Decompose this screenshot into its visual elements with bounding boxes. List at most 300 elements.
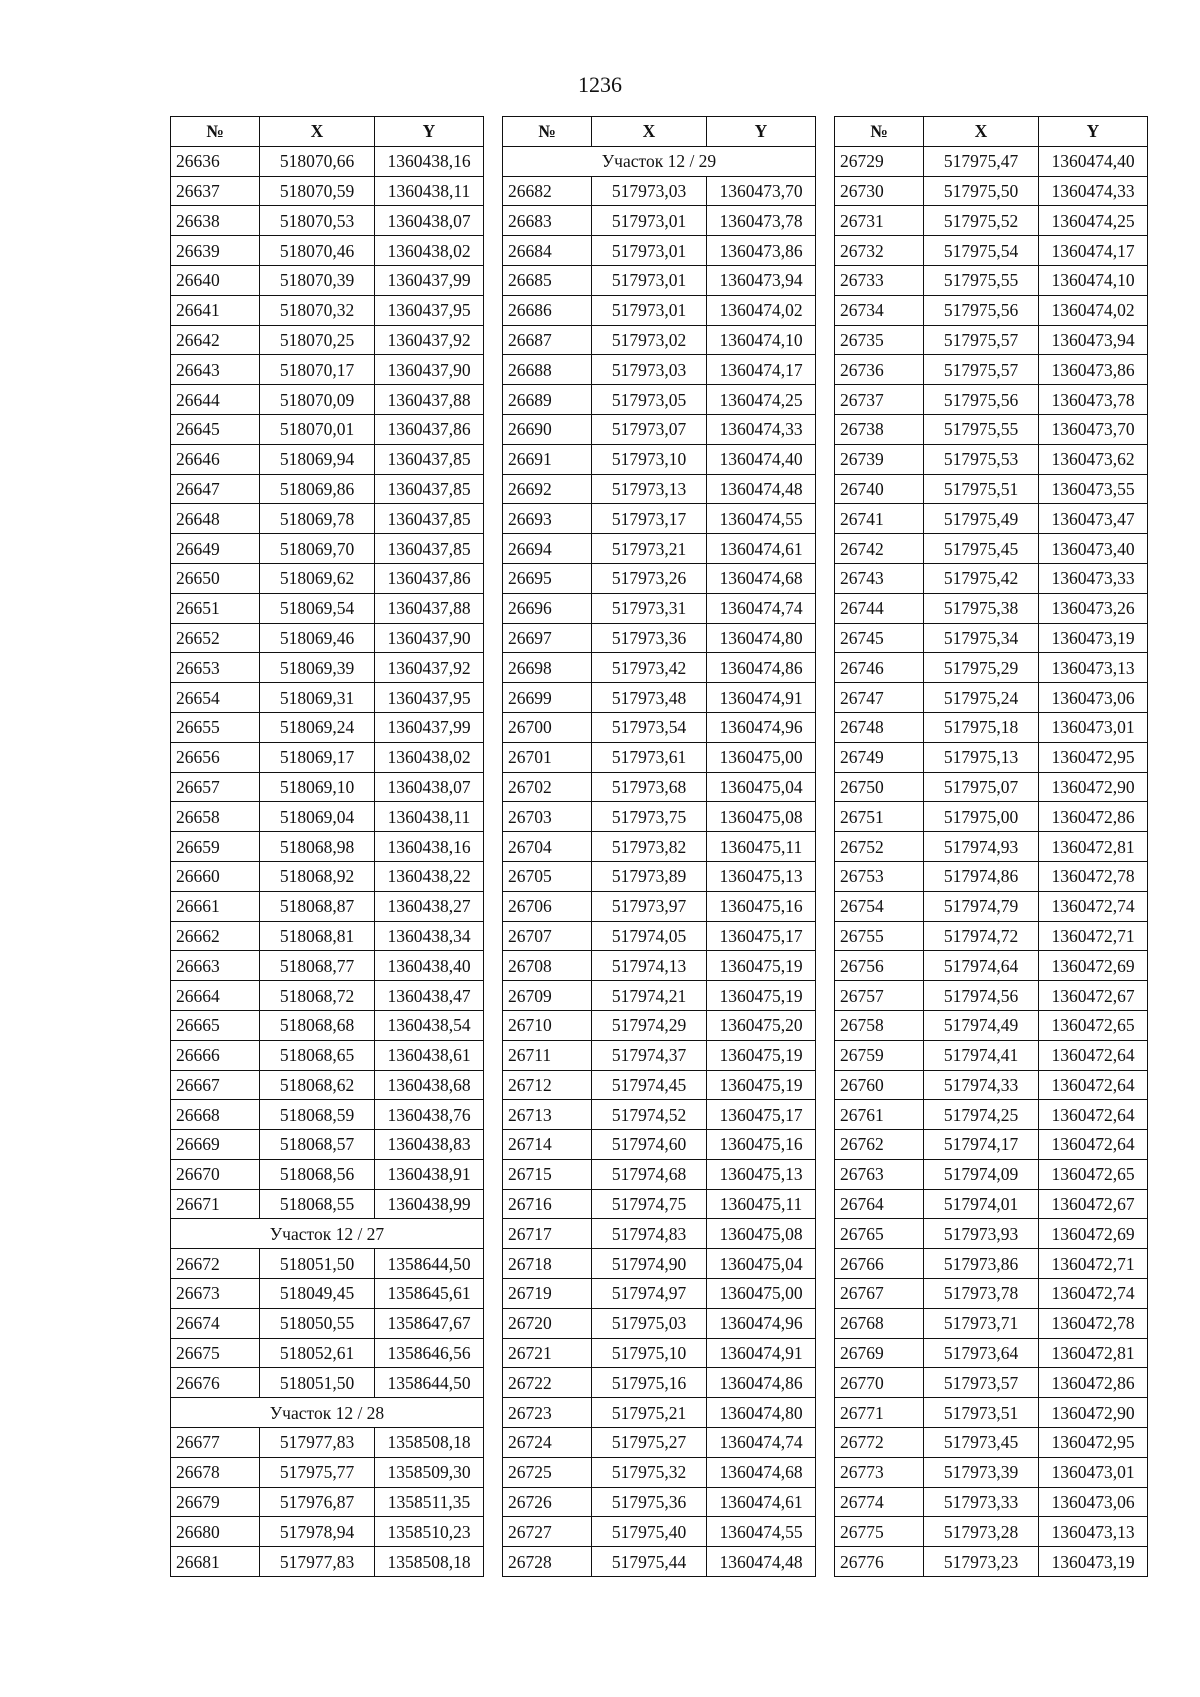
y-coordinate-cell: 1360472,64 — [1039, 1130, 1148, 1160]
x-coordinate-cell: 517973,61 — [592, 742, 707, 772]
point-number-cell: 26767 — [835, 1279, 924, 1309]
point-number-cell: 26701 — [503, 742, 592, 772]
table-row — [835, 1338, 1148, 1368]
table-row — [835, 981, 1148, 1011]
y-coordinate-cell: 1360474,25 — [1039, 206, 1148, 236]
x-coordinate-cell: 517973,97 — [592, 891, 707, 921]
table-row — [171, 1010, 484, 1040]
x-coordinate-cell: 517974,09 — [924, 1159, 1039, 1189]
point-number-cell: 26747 — [835, 683, 924, 713]
point-number-cell: 26698 — [503, 653, 592, 683]
point-number-cell: 26743 — [835, 563, 924, 593]
y-coordinate-cell: 1360475,11 — [707, 832, 816, 862]
coordinates-table-3 — [834, 116, 1148, 1577]
y-coordinate-cell: 1360474,10 — [707, 325, 816, 355]
point-number-cell: 26664 — [171, 981, 260, 1011]
header-y: Y — [707, 117, 816, 147]
table-row — [503, 712, 816, 742]
point-number-cell: 26718 — [503, 1249, 592, 1279]
y-coordinate-cell: 1360437,86 — [375, 414, 484, 444]
x-coordinate-cell: 517978,94 — [260, 1517, 375, 1547]
point-number-cell: 26647 — [171, 474, 260, 504]
point-number-cell: 26672 — [171, 1249, 260, 1279]
point-number-cell: 26699 — [503, 683, 592, 713]
y-coordinate-cell: 1360473,86 — [707, 236, 816, 266]
point-number-cell: 26774 — [835, 1487, 924, 1517]
table-row — [835, 414, 1148, 444]
point-number-cell: 26713 — [503, 1100, 592, 1130]
y-coordinate-cell: 1360474,91 — [707, 1338, 816, 1368]
y-coordinate-cell: 1360474,02 — [707, 295, 816, 325]
point-number-cell: 26729 — [835, 146, 924, 176]
table-row — [835, 236, 1148, 266]
y-coordinate-cell: 1360474,74 — [707, 1428, 816, 1458]
y-coordinate-cell: 1360438,11 — [375, 802, 484, 832]
point-number-cell: 26708 — [503, 951, 592, 981]
x-coordinate-cell: 517973,13 — [592, 474, 707, 504]
x-coordinate-cell: 518051,50 — [260, 1368, 375, 1398]
y-coordinate-cell: 1360472,95 — [1039, 1428, 1148, 1458]
x-coordinate-cell: 517973,54 — [592, 712, 707, 742]
table-row — [171, 1130, 484, 1160]
x-coordinate-cell: 517974,49 — [924, 1010, 1039, 1040]
y-coordinate-cell: 1360437,99 — [375, 265, 484, 295]
y-coordinate-cell: 1360473,26 — [1039, 593, 1148, 623]
point-number-cell: 26742 — [835, 534, 924, 564]
y-coordinate-cell: 1360474,68 — [707, 1457, 816, 1487]
point-number-cell: 26757 — [835, 981, 924, 1011]
x-coordinate-cell: 517973,01 — [592, 206, 707, 236]
point-number-cell: 26705 — [503, 861, 592, 891]
x-coordinate-cell: 517974,45 — [592, 1070, 707, 1100]
x-coordinate-cell: 517973,45 — [924, 1428, 1039, 1458]
point-number-cell: 26739 — [835, 444, 924, 474]
point-number-cell: 26678 — [171, 1457, 260, 1487]
y-coordinate-cell: 1360437,85 — [375, 444, 484, 474]
x-coordinate-cell: 517974,86 — [924, 861, 1039, 891]
x-coordinate-cell: 518068,57 — [260, 1130, 375, 1160]
y-coordinate-cell: 1360474,74 — [707, 593, 816, 623]
point-number-cell: 26652 — [171, 623, 260, 653]
table-row — [171, 712, 484, 742]
table-row — [503, 1368, 816, 1398]
x-coordinate-cell: 517975,55 — [924, 265, 1039, 295]
y-coordinate-cell: 1360472,67 — [1039, 981, 1148, 1011]
x-coordinate-cell: 517975,57 — [924, 355, 1039, 385]
x-coordinate-cell: 517974,64 — [924, 951, 1039, 981]
table-body — [171, 146, 484, 1576]
table-row — [171, 921, 484, 951]
x-coordinate-cell: 518068,77 — [260, 951, 375, 981]
x-coordinate-cell: 517974,37 — [592, 1040, 707, 1070]
y-coordinate-cell: 1360473,40 — [1039, 534, 1148, 564]
point-number-cell: 26669 — [171, 1130, 260, 1160]
x-coordinate-cell: 518068,65 — [260, 1040, 375, 1070]
page-number: 1236 — [578, 72, 622, 97]
point-number-cell: 26738 — [835, 414, 924, 444]
table-row — [171, 504, 484, 534]
y-coordinate-cell: 1360474,86 — [707, 1368, 816, 1398]
point-number-cell: 26692 — [503, 474, 592, 504]
x-coordinate-cell: 517975,45 — [924, 534, 1039, 564]
point-number-cell: 26756 — [835, 951, 924, 981]
x-coordinate-cell: 517974,97 — [592, 1279, 707, 1309]
section-title: Участок 12 / 27 — [171, 1219, 484, 1249]
table-row — [171, 981, 484, 1011]
y-coordinate-cell: 1360473,19 — [1039, 1547, 1148, 1577]
table-row — [503, 504, 816, 534]
x-coordinate-cell: 517973,78 — [924, 1279, 1039, 1309]
point-number-cell: 26641 — [171, 295, 260, 325]
point-number-cell: 26715 — [503, 1159, 592, 1189]
x-coordinate-cell: 518069,04 — [260, 802, 375, 832]
x-coordinate-cell: 517974,01 — [924, 1189, 1039, 1219]
x-coordinate-cell: 517973,28 — [924, 1517, 1039, 1547]
x-coordinate-cell: 517973,01 — [592, 295, 707, 325]
table-row — [171, 1308, 484, 1338]
y-coordinate-cell: 1360472,65 — [1039, 1010, 1148, 1040]
x-coordinate-cell: 517974,29 — [592, 1010, 707, 1040]
y-coordinate-cell: 1360438,34 — [375, 921, 484, 951]
table-row — [503, 325, 816, 355]
y-coordinate-cell: 1360437,88 — [375, 593, 484, 623]
table-row — [503, 861, 816, 891]
table-row — [503, 1159, 816, 1189]
y-coordinate-cell: 1360472,86 — [1039, 802, 1148, 832]
y-coordinate-cell: 1360473,86 — [1039, 355, 1148, 385]
table-row — [835, 325, 1148, 355]
table-row — [171, 1040, 484, 1070]
y-coordinate-cell: 1360473,55 — [1039, 474, 1148, 504]
y-coordinate-cell: 1358647,67 — [375, 1308, 484, 1338]
x-coordinate-cell: 517975,21 — [592, 1398, 707, 1428]
x-coordinate-cell: 517975,03 — [592, 1308, 707, 1338]
y-coordinate-cell: 1360438,47 — [375, 981, 484, 1011]
y-coordinate-cell: 1360473,33 — [1039, 563, 1148, 593]
y-coordinate-cell: 1360437,90 — [375, 623, 484, 653]
header-y: Y — [375, 117, 484, 147]
point-number-cell: 26700 — [503, 712, 592, 742]
x-coordinate-cell: 517974,93 — [924, 832, 1039, 862]
table-row — [171, 265, 484, 295]
table-row — [171, 1457, 484, 1487]
table-row — [503, 385, 816, 415]
point-number-cell: 26745 — [835, 623, 924, 653]
y-coordinate-cell: 1358644,50 — [375, 1249, 484, 1279]
y-coordinate-cell: 1360475,04 — [707, 772, 816, 802]
point-number-cell: 26717 — [503, 1219, 592, 1249]
table-row — [835, 265, 1148, 295]
point-number-cell: 26638 — [171, 206, 260, 236]
table-row — [835, 861, 1148, 891]
y-coordinate-cell: 1360473,70 — [1039, 414, 1148, 444]
table-row — [171, 951, 484, 981]
point-number-cell: 26662 — [171, 921, 260, 951]
table-row — [835, 832, 1148, 862]
table-row — [503, 265, 816, 295]
table-row — [503, 236, 816, 266]
table-row — [171, 772, 484, 802]
point-number-cell: 26645 — [171, 414, 260, 444]
y-coordinate-cell: 1360475,19 — [707, 951, 816, 981]
table-row — [171, 832, 484, 862]
y-coordinate-cell: 1360438,40 — [375, 951, 484, 981]
x-coordinate-cell: 518069,46 — [260, 623, 375, 653]
x-coordinate-cell: 517975,16 — [592, 1368, 707, 1398]
table-row — [171, 474, 484, 504]
point-number-cell: 26758 — [835, 1010, 924, 1040]
y-coordinate-cell: 1360472,64 — [1039, 1040, 1148, 1070]
y-coordinate-cell: 1360472,90 — [1039, 1398, 1148, 1428]
x-coordinate-cell: 517977,83 — [260, 1428, 375, 1458]
table-row — [503, 1100, 816, 1130]
point-number-cell: 26752 — [835, 832, 924, 862]
y-coordinate-cell: 1360475,04 — [707, 1249, 816, 1279]
y-coordinate-cell: 1360475,00 — [707, 742, 816, 772]
table-row — [503, 1219, 816, 1249]
point-number-cell: 26665 — [171, 1010, 260, 1040]
table-row — [503, 772, 816, 802]
x-coordinate-cell: 517975,40 — [592, 1517, 707, 1547]
point-number-cell: 26723 — [503, 1398, 592, 1428]
coordinates-table-2 — [502, 116, 816, 1577]
table-row — [835, 1189, 1148, 1219]
x-coordinate-cell: 517973,21 — [592, 534, 707, 564]
point-number-cell: 26740 — [835, 474, 924, 504]
y-coordinate-cell: 1360474,10 — [1039, 265, 1148, 295]
table-row — [171, 1547, 484, 1577]
point-number-cell: 26749 — [835, 742, 924, 772]
x-coordinate-cell: 518070,01 — [260, 414, 375, 444]
x-coordinate-cell: 518050,55 — [260, 1308, 375, 1338]
x-coordinate-cell: 517973,36 — [592, 623, 707, 653]
x-coordinate-cell: 518070,53 — [260, 206, 375, 236]
x-coordinate-cell: 517973,07 — [592, 414, 707, 444]
y-coordinate-cell: 1360475,08 — [707, 1219, 816, 1249]
table-row — [835, 623, 1148, 653]
point-number-cell: 26704 — [503, 832, 592, 862]
y-coordinate-cell: 1360438,22 — [375, 861, 484, 891]
point-number-cell: 26703 — [503, 802, 592, 832]
y-coordinate-cell: 1360438,07 — [375, 206, 484, 236]
table-row — [503, 1487, 816, 1517]
point-number-cell: 26693 — [503, 504, 592, 534]
table-row — [835, 1159, 1148, 1189]
x-coordinate-cell: 517975,50 — [924, 176, 1039, 206]
table-row — [503, 623, 816, 653]
x-coordinate-cell: 518068,72 — [260, 981, 375, 1011]
x-coordinate-cell: 517975,44 — [592, 1547, 707, 1577]
x-coordinate-cell: 518068,87 — [260, 891, 375, 921]
table-row — [171, 623, 484, 653]
point-number-cell: 26661 — [171, 891, 260, 921]
header-number: № — [503, 117, 592, 147]
x-coordinate-cell: 517975,34 — [924, 623, 1039, 653]
point-number-cell: 26676 — [171, 1368, 260, 1398]
y-coordinate-cell: 1360473,19 — [1039, 623, 1148, 653]
y-coordinate-cell: 1360472,78 — [1039, 1308, 1148, 1338]
point-number-cell: 26682 — [503, 176, 592, 206]
point-number-cell: 26751 — [835, 802, 924, 832]
y-coordinate-cell: 1360475,20 — [707, 1010, 816, 1040]
point-number-cell: 26648 — [171, 504, 260, 534]
x-coordinate-cell: 517973,42 — [592, 653, 707, 683]
y-coordinate-cell: 1360475,17 — [707, 1100, 816, 1130]
table-row — [503, 1308, 816, 1338]
point-number-cell: 26732 — [835, 236, 924, 266]
y-coordinate-cell: 1360438,99 — [375, 1189, 484, 1219]
x-coordinate-cell: 518070,46 — [260, 236, 375, 266]
point-number-cell: 26690 — [503, 414, 592, 444]
x-coordinate-cell: 517974,33 — [924, 1070, 1039, 1100]
x-coordinate-cell: 517975,49 — [924, 504, 1039, 534]
point-number-cell: 26644 — [171, 385, 260, 415]
point-number-cell: 26722 — [503, 1368, 592, 1398]
table-row — [503, 742, 816, 772]
table-row — [503, 921, 816, 951]
table-row — [503, 1130, 816, 1160]
point-number-cell: 26714 — [503, 1130, 592, 1160]
x-coordinate-cell: 517974,21 — [592, 981, 707, 1011]
point-number-cell: 26773 — [835, 1457, 924, 1487]
section-title: Участок 12 / 28 — [171, 1398, 484, 1428]
table-row — [503, 1279, 816, 1309]
y-coordinate-cell: 1360473,78 — [1039, 385, 1148, 415]
x-coordinate-cell: 517973,33 — [924, 1487, 1039, 1517]
point-number-cell: 26748 — [835, 712, 924, 742]
point-number-cell: 26762 — [835, 1130, 924, 1160]
table-row — [171, 1517, 484, 1547]
y-coordinate-cell: 1360474,96 — [707, 1308, 816, 1338]
header-row — [171, 117, 484, 147]
x-coordinate-cell: 518069,17 — [260, 742, 375, 772]
point-number-cell: 26687 — [503, 325, 592, 355]
point-number-cell: 26684 — [503, 236, 592, 266]
table-row — [503, 474, 816, 504]
y-coordinate-cell: 1360438,02 — [375, 236, 484, 266]
x-coordinate-cell: 517974,75 — [592, 1189, 707, 1219]
x-coordinate-cell: 517975,38 — [924, 593, 1039, 623]
x-coordinate-cell: 518068,98 — [260, 832, 375, 862]
y-coordinate-cell: 1360438,91 — [375, 1159, 484, 1189]
x-coordinate-cell: 517973,01 — [592, 265, 707, 295]
table-row — [503, 355, 816, 385]
y-coordinate-cell: 1358511,35 — [375, 1487, 484, 1517]
x-coordinate-cell: 518069,86 — [260, 474, 375, 504]
point-number-cell: 26746 — [835, 653, 924, 683]
table-row — [503, 891, 816, 921]
y-coordinate-cell: 1360437,88 — [375, 385, 484, 415]
table-row — [503, 951, 816, 981]
y-coordinate-cell: 1360437,95 — [375, 683, 484, 713]
point-number-cell: 26771 — [835, 1398, 924, 1428]
table-row — [171, 1428, 484, 1458]
table-row — [835, 1279, 1148, 1309]
x-coordinate-cell: 517975,32 — [592, 1457, 707, 1487]
table-row — [171, 1070, 484, 1100]
table-row — [835, 1457, 1148, 1487]
point-number-cell: 26724 — [503, 1428, 592, 1458]
x-coordinate-cell: 517975,36 — [592, 1487, 707, 1517]
point-number-cell: 26731 — [835, 206, 924, 236]
point-number-cell: 26639 — [171, 236, 260, 266]
table-row — [835, 951, 1148, 981]
y-coordinate-cell: 1360437,95 — [375, 295, 484, 325]
y-coordinate-cell: 1360474,80 — [707, 1398, 816, 1428]
y-coordinate-cell: 1360474,33 — [707, 414, 816, 444]
table-row — [503, 653, 816, 683]
table-row — [835, 1428, 1148, 1458]
table-row — [171, 385, 484, 415]
point-number-cell: 26726 — [503, 1487, 592, 1517]
x-coordinate-cell: 518070,25 — [260, 325, 375, 355]
table-row — [835, 385, 1148, 415]
y-coordinate-cell: 1360474,17 — [707, 355, 816, 385]
table-row — [835, 891, 1148, 921]
table-row — [835, 444, 1148, 474]
x-coordinate-cell: 517973,51 — [924, 1398, 1039, 1428]
table-row — [835, 593, 1148, 623]
x-coordinate-cell: 517975,54 — [924, 236, 1039, 266]
y-coordinate-cell: 1360473,78 — [707, 206, 816, 236]
table-row — [835, 1040, 1148, 1070]
point-number-cell: 26691 — [503, 444, 592, 474]
y-coordinate-cell: 1360438,16 — [375, 832, 484, 862]
table-row — [503, 981, 816, 1011]
y-coordinate-cell: 1360473,94 — [707, 265, 816, 295]
point-number-cell: 26711 — [503, 1040, 592, 1070]
y-coordinate-cell: 1360473,06 — [1039, 683, 1148, 713]
x-coordinate-cell: 517974,90 — [592, 1249, 707, 1279]
y-coordinate-cell: 1360474,02 — [1039, 295, 1148, 325]
x-coordinate-cell: 517975,18 — [924, 712, 1039, 742]
table-row — [171, 802, 484, 832]
table-row — [503, 414, 816, 444]
point-number-cell: 26733 — [835, 265, 924, 295]
point-number-cell: 26649 — [171, 534, 260, 564]
x-coordinate-cell: 518051,50 — [260, 1249, 375, 1279]
x-coordinate-cell: 518069,78 — [260, 504, 375, 534]
x-coordinate-cell: 517976,87 — [260, 1487, 375, 1517]
point-number-cell: 26656 — [171, 742, 260, 772]
point-number-cell: 26686 — [503, 295, 592, 325]
point-number-cell: 26696 — [503, 593, 592, 623]
point-number-cell: 26737 — [835, 385, 924, 415]
table-body — [835, 146, 1148, 1576]
y-coordinate-cell: 1360437,99 — [375, 712, 484, 742]
table-row — [171, 742, 484, 772]
point-number-cell: 26775 — [835, 1517, 924, 1547]
y-coordinate-cell: 1360474,55 — [707, 504, 816, 534]
y-coordinate-cell: 1360438,76 — [375, 1100, 484, 1130]
x-coordinate-cell: 517974,52 — [592, 1100, 707, 1130]
y-coordinate-cell: 1358645,61 — [375, 1279, 484, 1309]
header-row — [835, 117, 1148, 147]
x-coordinate-cell: 518068,55 — [260, 1189, 375, 1219]
table-row — [503, 1547, 816, 1577]
y-coordinate-cell: 1360475,16 — [707, 1130, 816, 1160]
x-coordinate-cell: 518068,81 — [260, 921, 375, 951]
point-number-cell: 26753 — [835, 861, 924, 891]
table-row — [171, 325, 484, 355]
table-row — [503, 1040, 816, 1070]
table-row — [835, 653, 1148, 683]
x-coordinate-cell: 517975,42 — [924, 563, 1039, 593]
x-coordinate-cell: 517975,57 — [924, 325, 1039, 355]
y-coordinate-cell: 1360437,92 — [375, 653, 484, 683]
point-number-cell: 26650 — [171, 563, 260, 593]
table-row — [171, 683, 484, 713]
